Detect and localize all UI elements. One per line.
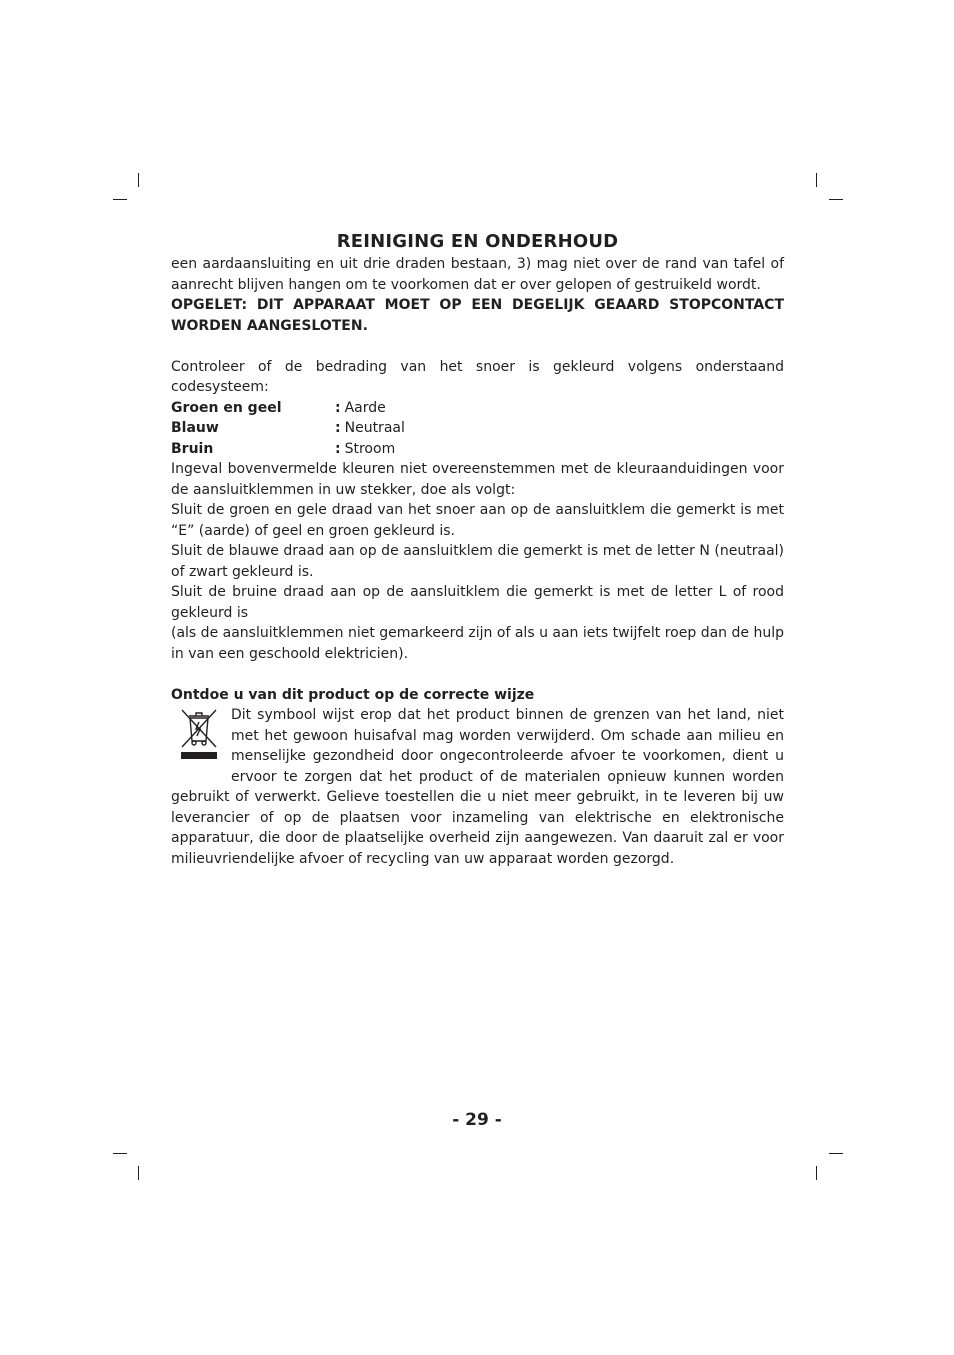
instruction-paragraph: Sluit de blauwe draad aan op de aansluitklem die gemerkt is met de letter N (neutraal) of zwart gekleurd is.: [171, 543, 784, 580]
crop-mark-top-right-vertical: [816, 173, 817, 187]
color-code-value: Aarde: [344, 399, 386, 416]
color-code-row: [171, 398, 784, 419]
color-code-label: Bruin: [171, 440, 214, 457]
crop-mark-top-left-horizontal: [113, 199, 127, 200]
color-code-row: [171, 439, 784, 460]
instruction-paragraph: Sluit de bruine draad aan op de aansluitklem die gemerkt is met de letter L of rood gekleurd is: [171, 584, 784, 621]
color-code-value: Neutraal: [344, 420, 405, 436]
crop-mark-bottom-left-horizontal: [113, 1153, 127, 1154]
color-code-value: Stroom: [344, 440, 396, 457]
crop-mark-top-right-horizontal: [829, 199, 843, 200]
color-code-label: Blauw: [171, 420, 219, 436]
color-code-row: [171, 418, 784, 439]
color-code-colon: :: [335, 440, 341, 457]
intro-paragraph: een aardaansluiting en uit drie draden bestaan, 3) mag niet over de rand van tafel of aanrecht blijven hangen om te voorkomen dat er over gelopen of gestruikeld wordt.: [171, 256, 784, 293]
crop-mark-bottom-right-vertical: [816, 1166, 817, 1180]
check-wiring-paragraph: Controleer of de bedrading van het snoer is gekleurd volgens onderstaand codesysteem:: [171, 358, 784, 395]
warning-paragraph: OPGELET: DIT APPARAAT MOET OP EEN DEGELIJK GEAARD STOPCONTACT WORDEN AANGESLOTEN.: [171, 297, 784, 334]
color-code-label: Groen en geel: [171, 399, 282, 416]
disposal-paragraph: Dit symbool wijst erop dat het product binnen de grenzen van het land, niet met het gewoon huisafval mag worden verwijderd. Om schade aan milieu en menselijke gezondheid door ongecontroleerde afvoer te voorkomen, dient u ervoor te zorgen dat het product of de materialen opnieuw kunnen worden gebruikt of verwerkt. Gelieve toestellen die u niet meer gebruikt, in te leveren bij uw leverancier of op de plaatsen voor inzameling van elektrische en elektronische apparatuur, die door de plaatselijke overheid zijn aangewezen. Van daaruit zal er voor milieuvriendelijke afvoer of recycling van uw apparaat worden gezorgd.: [171, 707, 784, 867]
page-number: - 29 -: [452, 1110, 502, 1130]
color-code-list: [171, 398, 784, 460]
instruction-paragraph: Sluit de groen en gele draad van het snoer aan op de aansluitklem die gemerkt is met “E” (aarde) of geel en groen gekleurd is.: [171, 502, 784, 539]
disposal-section: [171, 705, 784, 869]
page-content: [171, 230, 784, 869]
instruction-paragraph: Ingeval bovenvermelde kleuren niet overeenstemmen met de kleuraanduidingen voor de aansluitklemmen in uw stekker, doe als volgt:: [171, 461, 784, 498]
page-title: REINIGING EN ONDERHOUD: [336, 231, 619, 252]
disposal-heading: Ontdoe u van dit product op de correcte wijze: [171, 686, 535, 703]
crop-mark-bottom-right-horizontal: [829, 1153, 843, 1154]
instruction-paragraph: (als de aansluitklemmen niet gemarkeerd zijn of als u aan iets twijfelt roep dan de hulp in van een geschoold elektricien).: [171, 625, 784, 662]
spacer: [171, 336, 784, 357]
crossed-out-wheelie-bin-icon: [179, 707, 219, 767]
color-code-colon: :: [335, 420, 341, 436]
crop-mark-bottom-left-vertical: [138, 1166, 139, 1180]
spacer: [171, 664, 784, 685]
crop-mark-top-left-vertical: [138, 173, 139, 187]
color-code-colon: :: [335, 399, 341, 416]
